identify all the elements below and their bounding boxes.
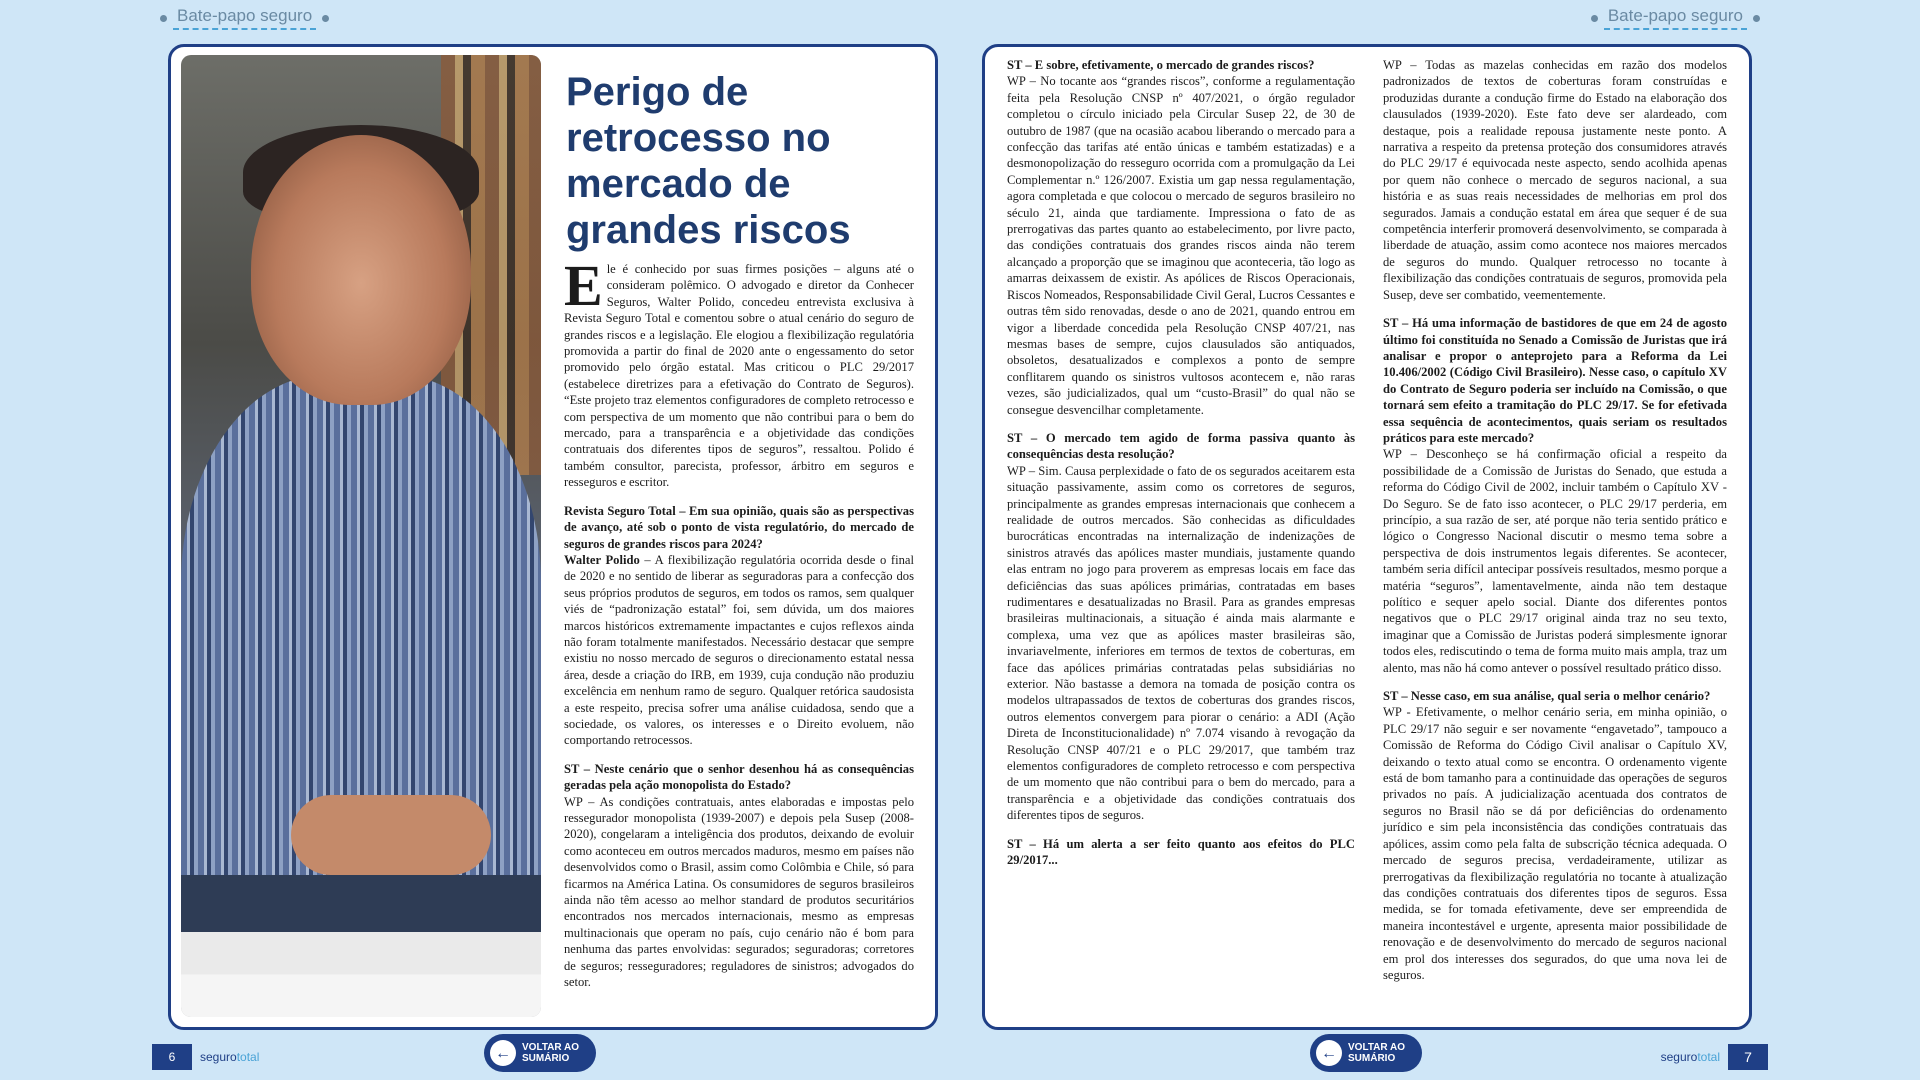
- dot-icon: [1591, 15, 1598, 22]
- answer-4: WP – Sim. Causa perplexidade o fato de os segurados aceitarem esta situação passivamente, assim como os corretores de seguros, principalmente as grandes empresas internacionais que conhecem a realidade de outros mercados. São conhecidas as dificuldades burocráticas encontradas na internalização de indenizações de sinistros através das apólices master mundiais, justamente quando elas entram no jogo para proverem as empresas locais em face das deficiências das suas apólices primárias, contratadas em bases rudimentares e desatualizadas no Brasil. Para as grandes empresas brasileiras multinacionais, a situação é ainda mais alarmante e complexa, uma vez que as apólices master brasileiras são, invariavelmente, inferiores em termos de textos de coberturas, em face das apólices primárias contratadas pelas subsidiárias no exterior. Não bastasse a demora na tomada de posição contra os modelos ultrapassados de textos de coberturas dos grandes riscos, outros elementos convergem para piorar o cenário: a ADI (Ação Direta de Inconstitucionalidade) nº 7.074 visando à revogação da Resolução CNSP 407/21 e o PLC 29/2017, que também traz elementos configuradores de completo retrocesso e com perspectiva de um momento que não contribui para o bem do mercado, para a transparência e a objetividade das condições contratuais dos diferentes tipos de seguros.: [1007, 463, 1355, 823]
- question-6: ST – Há uma informação de bastidores de que em 24 de agosto último foi constituída no Senado a Comissão de Juristas que irá analisar e propor o anteprojeto para a Reforma da Lei 10.406/2002 (Código Civil Brasileiro). Nesse caso, o capítulo XV do Contrato de Seguro poderia ser incluído na Comissão, o que tornará sem efeito a tramitação do PLC 29/17. Se for efetivada essa sequência de acontecimentos, quais seriam os resultados práticos para este mercado?: [1383, 316, 1727, 445]
- answer-3: WP – No tocante aos “grandes riscos”, conforme a regulamentação feita pela Resolução CNSP nº 407/2021, o órgão regulador completou o círculo iniciado pela Circular Susep 22, de 30 de outubro de 1987 (que na ocasião acabou liberando o mercado para a confecção das tarifas até então únicas e também estatizadas) e a desmonopolização do resseguro ocorrida com a promulgação da Lei Complementar n.º 126/2007. Existia um gap nessa regulamentação, agora completada e que colocou o mercado de seguros brasileiro no século 21, ainda que tardiamente. Impressiona o fato de as prerrogativas das partes quanto ao estabelecimento, por livre pacto, das condições contratuais dos grandes riscos ainda não terem alcançado a proporção que se imaginou que aconteceria, tão logo as amarras deixassem de existir. As apólices de Riscos Operacionais, Riscos Nomeados, Responsabilidade Civil Geral, Lucros Cessantes e outras têm sido renovadas, desde o ano de 2021, quando entrou em vigor a liberdade concedida pela Resolução CNSP 407/21, nas mesmas bases de sempre, cujos clausulados são antiquados, obsoletos, desatualizados e complexos a ponto de sempre conflitarem quando os sinistros vultosos acontecem e, não raras vezes, são judicializados, qual um “custo-Brasil” do qual não se consegue desvencilhar completamente.: [1007, 74, 1356, 417]
- arrow-left-icon: ←: [490, 1040, 516, 1066]
- answer-5: WP – Todas as mazelas conhecidas em razão dos modelos padronizados de textos de coberturas foram construídas e produzidas durante a condução firme do Estado na elaboração dos clausulados (1939-2020). Este fato deve ser alardeado, com destaque, pois a realidade repousa justamente neste ponto. A narrativa a respeito da pretensa proteção dos consumidores através do PLC 29/17 é equivocada neste aspecto, sendo acolhida apenas por quem não conhece o mercado de seguros nacional, a sua história e as suas reais necessidades de melhorias em prol dos segurados. Jamais a condução estatal em área que sequer é de sua competência interferir promoverá desenvolvimento, se comparada à liberdade de atuação, assim como acontece nos maiores mercados de seguros do mundo. Qualquer retrocesso no tocante à flexibilização das condições contratuais de seguros, promovida pela Susep, deve ser combatido, veementemente.: [1383, 58, 1727, 302]
- page-number-right: 7: [1728, 1044, 1768, 1070]
- dot-icon: [160, 15, 167, 22]
- article-title: Perigo de retrocesso no mercado de grandes riscos: [566, 70, 851, 252]
- question-3: ST – E sobre, efetivamente, o mercado de grandes riscos?: [1007, 58, 1315, 72]
- left-text-column: [564, 253, 914, 990]
- back-to-summary-button[interactable]: [484, 1034, 596, 1072]
- section-tag-right: [1591, 6, 1760, 30]
- left-page-panel: [168, 44, 938, 1030]
- section-tag-label: Bate-papo seguro: [173, 6, 316, 30]
- answer-2: WP – As condições contratuais, antes elaboradas e impostas pelo ressegurador monopolista (1939-2007) e depois pela Susep (2008-2020), congelaram a inteligência dos produtos, deixando de evoluir como aconteceu em outros mercados maduros, mesmo em países não desenvolvidos como o Brasil, assim como Colômbia e Chile, só para ficarmos na América Latina. Os consumidores de seguros brasileiros ainda não têm acesso ao melhor standard de produtos securitários encontrados nos mercados internacionais, mesmo as empresas multinacionais que operam no país, cujo cenário não é bom para nenhuma das partes envolvidas: segurados; seguradoras; corretores de seguros; resseguradores; reguladores de sinistros; advogados do setor.: [564, 794, 914, 990]
- question-5: ST – Há um alerta a ser feito quanto aos efeitos do PLC 29/2017...: [1007, 836, 1355, 868]
- interviewee-photo: [181, 55, 541, 1017]
- page-number-left: 6: [152, 1044, 192, 1070]
- dot-icon: [322, 15, 329, 22]
- brand-logo-left: segurototal: [200, 1050, 260, 1064]
- section-tag-label: Bate-papo seguro: [1604, 6, 1747, 30]
- question-7: ST – Nesse caso, em sua análise, qual seria o melhor cenário?: [1383, 689, 1711, 704]
- right-text-column-1: [1007, 57, 1355, 869]
- section-tag-left: [160, 6, 329, 30]
- dot-icon: [1753, 15, 1760, 22]
- answer-6: WP – Desconheço se há confirmação oficial a respeito da possibilidade de a Comissão de Juristas do Senado, que estuda a reforma do Código Civil de 2002, incluir também o Capítulo XV - Do Seguro. Se de fato isso acontecer, o PLC 29/17 perderia, em princípio, a sua razão de ser, até porque não teria sentido prático e lógico o Congresso Nacional discutir o mesmo tema sobre a perspectiva de dois instrumentos legais diferentes. Se acontecer, também seria difícil antecipar possíveis resultados, mesmo porque a matéria “seguros”, lamentavelmente, ainda não tem destaque político e sequer apelo social. Diante dos diferentes pontos negativos que o PLC 29/17 original ainda traz no seu texto, imaginar que a Comissão de Juristas poderá simplesmente ignorar todos eles, rediscutindo o tema de forma muito mais ampla, traz um alento, mas não há como antever o possível resultado prático disso.: [1383, 447, 1727, 675]
- back-to-summary-button[interactable]: [1310, 1034, 1422, 1072]
- intro-paragraph: Ele é conhecido por suas firmes posições – alguns até o consideram polêmico. O advogado e diretor da Conhecer Seguros, Walter Polido, concedeu entrevista exclusiva à Revista Seguro Total e comentou sobre o atual cenário do seguro de grandes riscos e a legislação. Ele elogiou a flexibilização regulatória promovida a partir do final de 2020 ante o engessamento do setor promovido pelo órgão estatal. Mas criticou o PLC 29/2017 (estabelece diretrizes para a efetivação do Contrato de Seguros). “Este projeto traz elementos configuradores de completo retrocesso e com perspectiva de um momento que não contribui para o bem do mercado, para a transparência e a objetividade das condições contratuais dos diferentes tipos de seguros”, ressaltou. Polido é também consultor, parecista, professor, árbitro em seguros e resseguros e escritor.: [564, 253, 914, 490]
- drop-cap: E: [564, 253, 603, 318]
- brand-logo-right: segurototal: [1660, 1050, 1720, 1064]
- answer-7: WP - Efetivamente, o melhor cenário seria, em minha opinião, o PLC 29/17 não seguir e ser novamente “engavetado”, tampouco a Comissão de Reforma do Código Civil analisar o Capítulo XV, deixando o texto atual como se encontra. O ordenamento vigente está de bom tamanho para a continuidade das operações de seguros privados no país. A judicialização acentuada dos contratos de seguros no Brasil não se dá por deficiências do ordenamento jurídico e sim pela inconsistência das condições contratuais das apólices, assim como pela falta de subscrição técnica adequada. O mercado de seguros precisa, verdadeiramente, utilizar as prerrogativas da flexibilização regulatória no tocante à atualização das condições contratuais dos diferentes tipos de seguros. Essa medida, se for tomada efetivamente, deve ser empreendida de maneira incontestável e urgente, apresenta maior possibilidade de renovação e de desenvolvimento do mercado de seguros nacional em prol dos interesses dos segurados, do que uma nova lei de seguros.: [1383, 705, 1727, 982]
- question-1: Revista Seguro Total – Em sua opinião, quais são as perspectivas de avanço, até sob o ponto de vista regulatório, do mercado de seguros de grandes riscos para 2024?: [564, 503, 914, 551]
- question-2: ST – Neste cenário que o senhor desenhou há as consequências geradas pela ação monopolista do Estado?: [564, 761, 914, 793]
- right-page-panel: [982, 44, 1752, 1030]
- right-text-column-2: [1383, 57, 1727, 983]
- back-button-label: VOLTAR AO SUMÁRIO: [1348, 1042, 1406, 1064]
- question-4: ST – O mercado tem agido de forma passiva quanto às consequências desta resolução?: [1007, 430, 1355, 462]
- answer-1: Walter Polido – A flexibilização regulatória ocorrida desde o final de 2020 e no sentido de liberar as seguradoras para a confecção dos seus próprios produtos de seguros, em todos os ramos, sem qualquer viés de “padronização estatal” foi, sem dúvida, um dos maiores marcos históricos extremamente impactantes e cujos reflexos ainda não foram totalmente manifestados. Necessário destacar que sempre existiu no nosso mercado de seguros o direcionamento estatal nessa área, desde a criação do IRB, em 1939, cuja condução não produziu excelência em nenhum ramo de seguro. Qualquer retórica saudosista a este respeito, precisa sofrer uma análise cuidadosa, sendo que a sociedade, os valores, os interesses e o Direito evoluem, não comportando retrocessos.: [564, 552, 914, 748]
- back-button-label: VOLTAR AO SUMÁRIO: [522, 1042, 580, 1064]
- arrow-left-icon: ←: [1316, 1040, 1342, 1066]
